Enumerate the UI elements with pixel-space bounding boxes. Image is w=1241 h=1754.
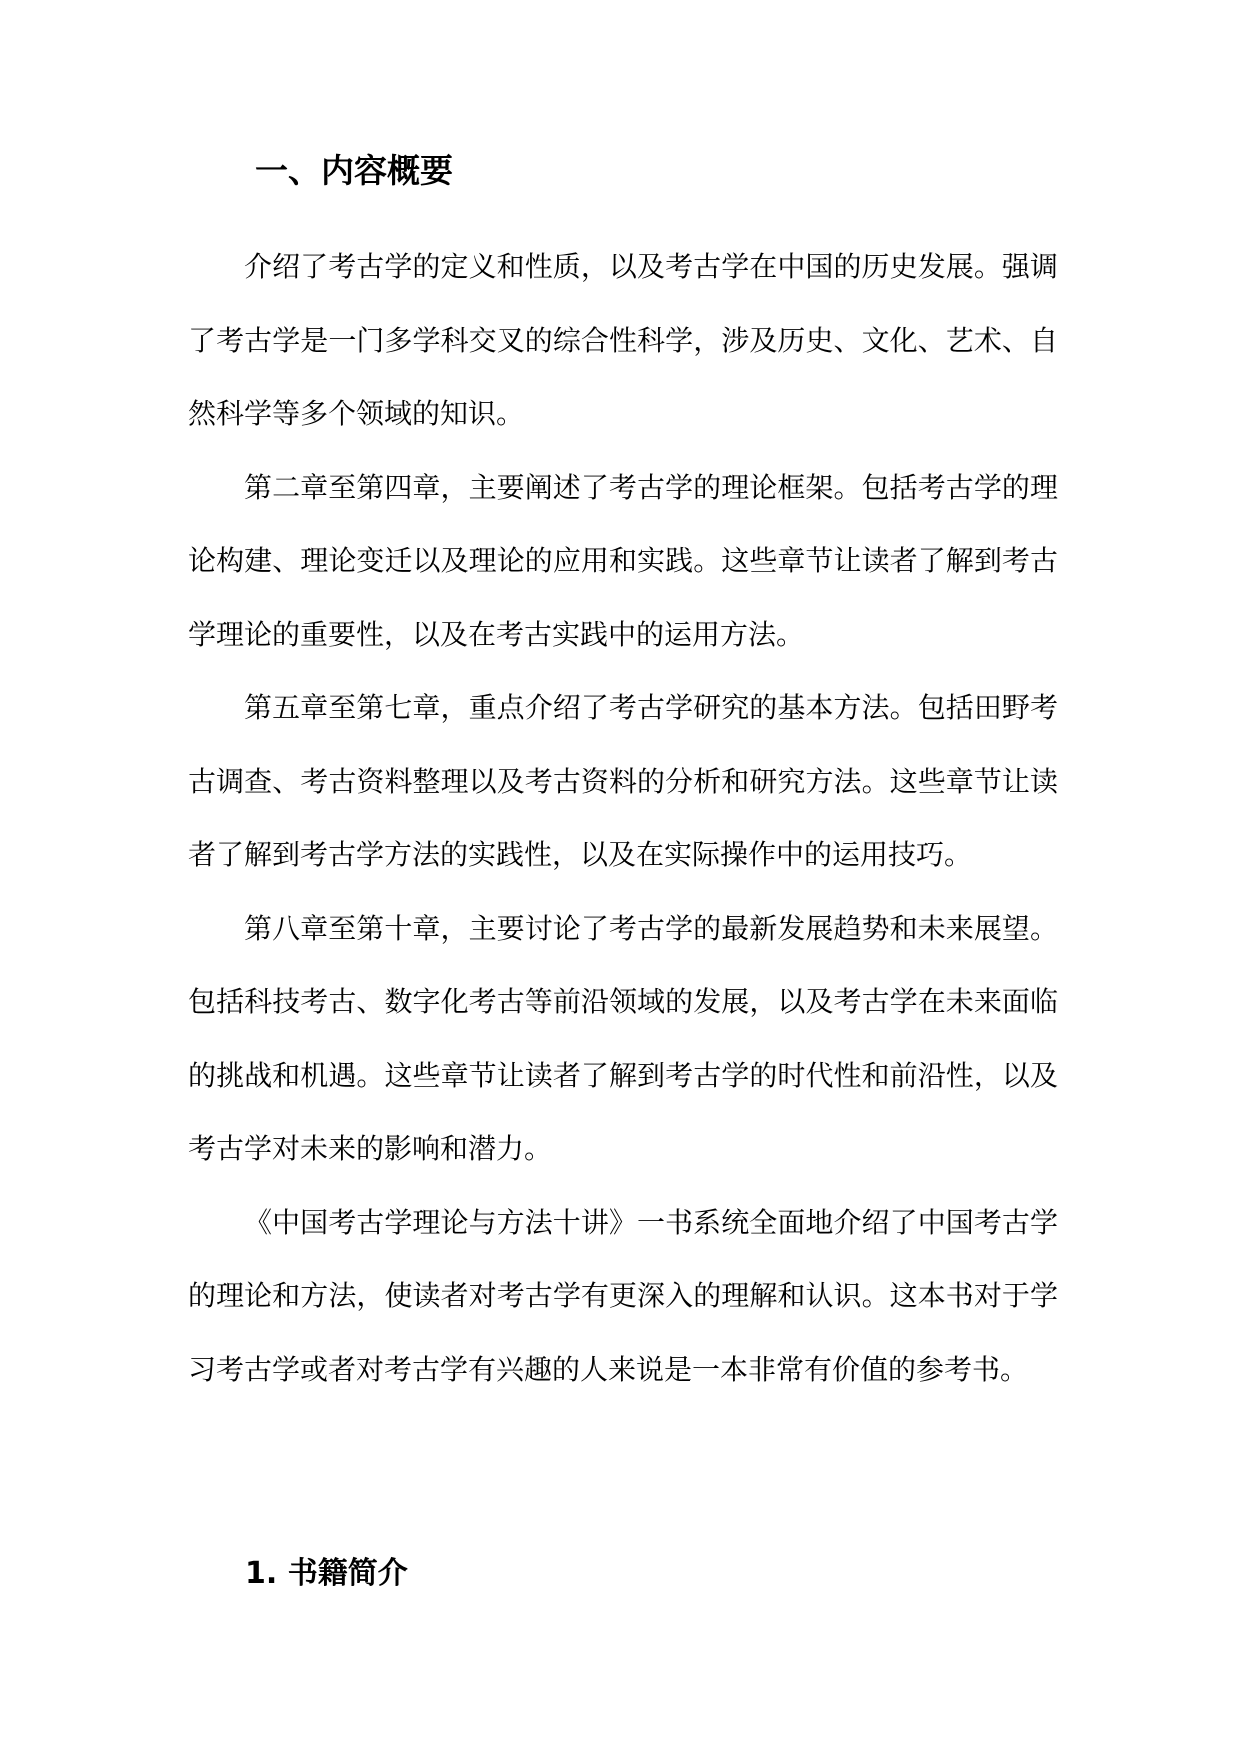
section-heading: 一、内容概要 xyxy=(255,151,453,190)
paragraph: 《中国考古学理论与方法十讲》一书系统全面地介绍了中国考古学的理论和方法，使读者对考古学有更深入的理解和认识。这本书对于学习考古学或者对考古学有兴趣的人来说是一本非常有价值的参考书。 xyxy=(188,1205,1058,1386)
body-text xyxy=(188,230,1058,1406)
paragraph: 介绍了考古学的定义和性质，以及考古学在中国的历史发展。强调了考古学是一门多学科交叉的综合性科学，涉及历史、文化、艺术、自然科学等多个领域的知识。 xyxy=(188,250,1058,430)
subsection-heading: 1. 书籍简介 xyxy=(245,1556,408,1591)
paragraph: 第八章至第十章，主要讨论了考古学的最新发展趋势和未来展望。包括科技考古、数字化考古等前沿领域的发展，以及考古学在未来面临的挑战和机遇。这些章节让读者了解到考古学的时代性和前沿性，以及考古学对未来的影响和潜力。 xyxy=(188,911,1058,1165)
paragraph: 第二章至第四章，主要阐述了考古学的理论框架。包括考古学的理论构建、理论变迁以及理论的应用和实践。这些章节让读者了解到考古学理论的重要性，以及在考古实践中的运用方法。 xyxy=(188,470,1058,651)
paragraph: 第五章至第七章，重点介绍了考古学研究的基本方法。包括田野考古调查、考古资料整理以及考古资料的分析和研究方法。这些章节让读者了解到考古学方法的实践性，以及在实际操作中的运用技巧。 xyxy=(188,691,1058,871)
